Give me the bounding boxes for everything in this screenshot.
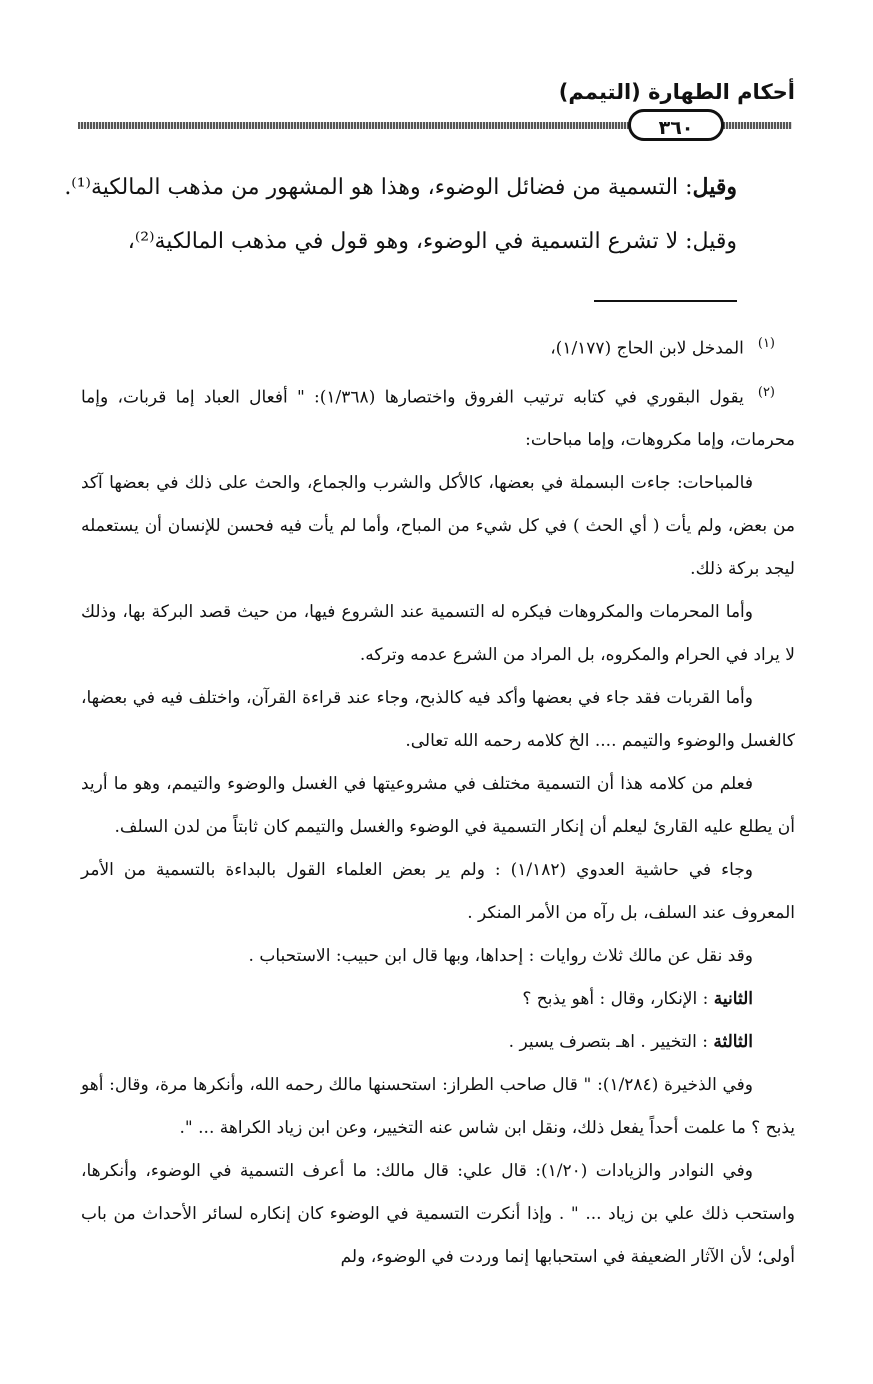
main-line-1-lead: وقيل [692, 174, 737, 200]
footnote-2-text: يقول البقوري في كتابه ترتيب الفروق واختصارها (١/٣٦٨): " أفعال العباد إما قربات، وإما محرمات، وإما مكروهات، وإما مباحات: [81, 387, 795, 451]
footnote-1-mark: (١) [757, 336, 775, 351]
footnote-thalitha [81, 1021, 795, 1064]
footnote-separator [594, 300, 737, 302]
main-line-2 [127, 215, 737, 269]
main-line-1-text: : التسمية من فضائل الوضوء، وهذا هو المشهور من مذهب المالكية⁽¹⁾. [64, 175, 693, 200]
footnote-thalitha-text: : التخيير . اهـ بتصرف يسير . [508, 1032, 714, 1053]
footnote-para-dhakhira: وفي الذخيرة (١/٢٨٤): " قال صاحب الطراز: استحسنها مالك رحمه الله، وأنكرها مرة، وقال: أهو يذبح ؟ ما علمت أحداً يفعل ذلك، ونقل ابن شاس عنه التخيير، وعن ابن زياد الكراهة ... ". [81, 1075, 795, 1139]
footnote-1-text: المدخل لابن الحاج (١/١٧٧)، [550, 338, 744, 359]
main-line-1 [64, 160, 737, 215]
page-number: ٣٦٠ [628, 109, 724, 141]
footnote-thaniya [81, 978, 795, 1021]
footnote-2 [81, 371, 795, 463]
footnotes [81, 322, 795, 1279]
footnote-para-fa-ulima: فعلم من كلامه هذا أن التسمية مختلف في مشروعيتها في الغسل والوضوء والتيمم، وهو ما أريد أن يطلع عليه القارئ ليعلم أن إنكار التسمية في الوضوء والغسل والتيمم كان ثابتاً من لدن السلف. [81, 774, 795, 838]
footnote-1 [81, 322, 795, 371]
main-line-2-text: : لا تشرع التسمية في الوضوء، وهو قول في مذهب المالكية⁽²⁾، [127, 229, 693, 254]
footnote-para-adawi: وجاء في حاشية العدوي (١/١٨٢) : ولم ير بعض العلماء القول بالبداءة بالتسمية من الأمر المعروف عند السلف، بل رآه من الأمر المنكر . [81, 860, 795, 924]
footnote-para-riwayat: وقد نقل عن مالك ثلاث روايات : إحداها، وبها قال ابن حبيب: الاستحباب . [248, 946, 753, 967]
running-title: أحكام الطهارة (التيمم) [558, 80, 795, 104]
footnote-para-muharramat: وأما المحرمات والمكروهات فيكره له التسمية عند الشروع فيها، من حيث قصد البركة بها، وذلك لا يراد في الحرام والمكروه، بل المراد من الشرع عدمه وتركه. [81, 602, 795, 666]
footnote-thaniya-label: الثانية [713, 989, 753, 1010]
footnote-2-mark: (٢) [757, 384, 775, 400]
main-text [64, 160, 737, 269]
footnote-para-nawadir: وفي النوادر والزيادات (١/٢٠): قال علي: قال مالك: ما أعرف التسمية في الوضوء، وأنكرها، واستحب ذلك علي بن زياد ... " . وإذا أنكرت التسمية في الوضوء كان إنكاره لسائر الأحداث من باب أولى؛ لأن الآثار الضعيفة في استحبابها إنما وردت في الوضوء، ولم [81, 1161, 795, 1268]
footnote-para-mubahat: فالمباحات: جاءت البسملة في بعضها، كالأكل والشرب والجماع، والحث على ذلك في بعضها آكد من بعض، ولم يأت ( أي الحث ) في كل شيء من المباح، وأما لم يأت فيه فحسن للإنسان أن يستعمله ليجد بركة ذلك. [81, 473, 795, 580]
footnote-thalitha-label: الثالثة [713, 1032, 753, 1053]
footnote-thaniya-text: : الإنكار، وقال : أهو يذبح ؟ [522, 989, 714, 1010]
footnote-para-qurubat: وأما القربات فقد جاء في بعضها وأكد فيه كالذبح، وجاء عند قراءة القرآن، واختلف فيه في بعضها، كالغسل والوضوء والتيمم .... الخ كلامه رحمه الله تعالى. [81, 688, 795, 752]
main-line-2-lead: وقيل [692, 229, 737, 254]
